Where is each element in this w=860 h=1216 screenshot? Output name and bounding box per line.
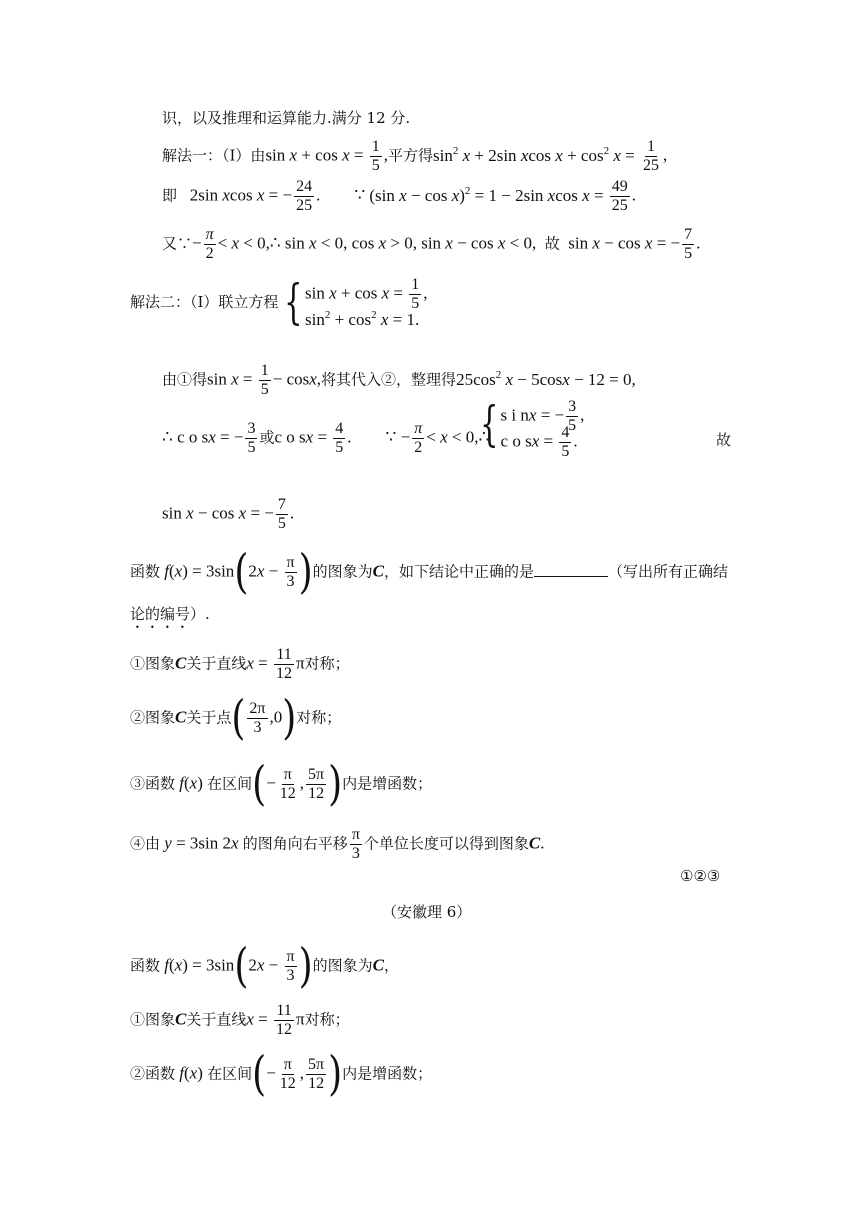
ji-text: 即 xyxy=(162,186,178,205)
substitute-line: 由①得sin x = $\frac{1}{5}$ − cosx,将其代入②，整理得$25\cos^2$ x − 5cosx − 12 = 0, xyxy=(162,362,636,398)
question-line2 xyxy=(130,604,210,632)
option-1-a: ①图象 xyxy=(130,654,176,673)
option-2-b: 关于点 xyxy=(186,708,232,727)
question-line2-text: 论的编号）. xyxy=(130,605,210,623)
you-text: 又∵ xyxy=(162,234,193,253)
option-4-c: 个单位长度可以得到图象 xyxy=(363,834,529,853)
option-3-a: ③函数 xyxy=(130,774,176,793)
method1-label: 解法一：（Ⅰ）由 xyxy=(162,146,266,165)
repeat-option-2-a: ②函数 xyxy=(130,1064,176,1083)
gu2-line xyxy=(716,430,731,450)
repeat-option-1: ①图象C关于直线x = $\frac{11}{12}$ π对称； xyxy=(130,1002,350,1038)
option-2-a: ②图象 xyxy=(130,708,176,727)
option-2: ②图象C关于点( $\frac{2\pi}{3}$ ,0)对称； xyxy=(130,691,342,745)
option-1-c: 对称； xyxy=(304,654,350,673)
square-text: 平方得 xyxy=(387,146,433,165)
intro-text: 识，以及推理和运算能力.满分 12 分. xyxy=(162,109,411,127)
source-line xyxy=(382,902,471,922)
you-de-text: 由①得 xyxy=(162,370,208,389)
option-3-b: 在区间 xyxy=(207,774,253,793)
gu2-text: 故 xyxy=(716,431,732,449)
option-3-c: 内是增函数； xyxy=(342,774,433,793)
option-3: ③函数 f(x) 在区间(− $\frac{\pi}{12}$ , $\frac{5\pi}{12}$ )内是增函数； xyxy=(130,757,433,811)
substitute-text: 将其代入②，整理得 xyxy=(321,370,457,389)
answer-blank xyxy=(534,562,608,577)
repeat-option-1-b: 关于直线 xyxy=(186,1010,247,1029)
method2-line: 解法二：（Ⅰ）联立方程 { sin x + cos x = $\frac{1}{5}$ , $\sin^2 + \cos^2 x = 1$. xyxy=(130,274,428,330)
you-line: 又∵− $\frac{\pi}{2}$ < x < 0,∴ sin x < 0, cos x > 0, sin x − cos x < 0, 故 sin x − cos x = − $\frac{7}{5}$ . xyxy=(162,226,701,262)
gu-text: 故 xyxy=(544,234,560,253)
question-image: 的图象为 xyxy=(312,562,373,581)
repeat-option-1-a: ①图象 xyxy=(130,1010,176,1029)
repeat-func: 函数 xyxy=(130,956,161,975)
answer-text: ①②③ xyxy=(680,867,721,885)
method2-label: 解法二：（Ⅰ）联立方程 xyxy=(130,293,279,311)
because-symbol: ∵ xyxy=(354,185,366,205)
option-4-a: ④由 xyxy=(130,834,161,853)
question-func: 函数 xyxy=(130,562,161,581)
question-tail: ，如下结论中正确的是 xyxy=(383,562,534,581)
repeat-option-1-c: 对称； xyxy=(304,1010,350,1029)
ji-line: 即 2sin xcos x = − $\frac{24}{25}$ . ∵ (sin x − cos x)$^2$ = 1 − 2sin xcos x = $\frac{49}{25}$ . xyxy=(162,178,637,214)
option-4: ④由 y = 3sin 2x 的图角向右平移 $\frac{\pi}{3}$ 个单位长度可以得到图象C. xyxy=(130,826,545,862)
repeat-option-2-b: 在区间 xyxy=(207,1064,253,1083)
source-text: （安徽理 6） xyxy=(382,903,472,921)
method1-line: 解法一：（Ⅰ）由sin x + cos x = $\frac{1}{5}$ ,平方得$\sin^2 x + 2\sin$ xcos $x + \cos^2 x$ = $\frac{1}{25}$ , xyxy=(162,138,668,174)
huo-text: 或 xyxy=(259,428,275,447)
question-line: 函数 f(x) = 3sin(2x − $\frac{\pi}{3}$ )的图象为C，如下结论中正确的是 （写出所有正确结 xyxy=(130,545,729,599)
therefore-system: { s i nx = − $\frac{3}{5}$ , c o sx = $\frac{4}{5}$ . xyxy=(480,396,585,460)
question-tail2: （写出所有正确结 xyxy=(608,562,729,581)
answer-line xyxy=(680,866,720,886)
result-line: sin x − cos x = − $\frac{7}{5}$ . xyxy=(162,496,295,532)
repeat-question: 函数 f(x) = 3sin(2x − $\frac{\pi}{3}$ )的图象为C， xyxy=(130,939,399,993)
repeat-image: 的图象为 xyxy=(312,956,373,975)
option-2-c: 对称； xyxy=(296,708,342,727)
option-1: ①图象C关于直线x = $\frac{11}{12}$ π对称； xyxy=(130,646,350,682)
therefore-line: ∴ c o sx = − $\frac{3}{5}$ 或c o sx = $\frac{4}{5}$ . ∵ − $\frac{\pi}{2}$ < x < 0,∴ xyxy=(162,420,490,456)
intro-line xyxy=(162,108,410,128)
repeat-option-2-c: 内是增函数； xyxy=(342,1064,433,1083)
repeat-option-2: ②函数 f(x) 在区间(− $\frac{\pi}{12}$ , $\frac{5\pi}{12}$ )内是增函数； xyxy=(130,1047,433,1101)
option-4-b: 的图角向右平移 xyxy=(242,834,348,853)
option-1-b: 关于直线 xyxy=(186,654,247,673)
